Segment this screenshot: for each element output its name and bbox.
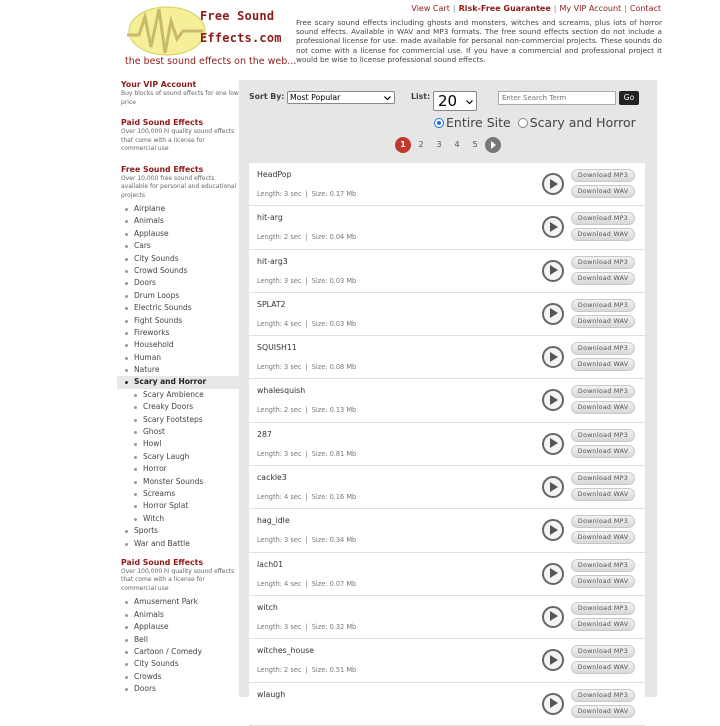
sort-by-select[interactable] [287, 91, 395, 104]
sidebar-item-horror-splat[interactable]: Horror Splat [117, 500, 239, 512]
sound-title[interactable]: hag_idle [257, 516, 290, 526]
sound-title[interactable]: witch [257, 602, 278, 612]
download-mp3-button[interactable]: Download MP3 [571, 169, 635, 182]
download-wav-button[interactable]: Download WAV [571, 185, 635, 198]
download-wav-button[interactable]: Download WAV [571, 531, 635, 544]
sidebar-item-witch[interactable]: Witch [117, 513, 239, 525]
sound-meta: Length: 3 sec | Size: 0.03 Mb [257, 276, 357, 285]
download-mp3-button[interactable]: Download MP3 [571, 429, 635, 442]
list-count-select[interactable] [433, 91, 477, 111]
logo-text-line2: Effects.com [200, 31, 282, 45]
sound-title[interactable]: 287 [257, 429, 272, 439]
result-row [249, 336, 645, 379]
play-icon[interactable] [542, 260, 564, 282]
go-button[interactable]: Go [619, 91, 639, 105]
sidebar-item-creaky-doors[interactable]: Creaky Doors [117, 401, 239, 413]
sound-title[interactable]: whalesquish [257, 386, 306, 396]
sound-meta: Length: 3 sec | Size: 0.81 Mb [257, 449, 357, 458]
play-icon[interactable] [542, 303, 564, 325]
vip-account-heading[interactable]: Your VIP Account [121, 80, 197, 89]
sidebar-item-nature[interactable]: Nature [117, 364, 239, 376]
logo-soundwave-icon [125, 3, 205, 61]
paid-sound-effects-text: Over 100,000 hi quality sound effects that come with a license for commercial use [121, 128, 235, 152]
sound-size: Size: 0.81 Mb [311, 449, 357, 458]
radio-unselected-icon [518, 118, 528, 128]
result-row [249, 466, 645, 509]
sidebar-item-scary-laugh[interactable]: Scary Laugh [117, 451, 239, 463]
download-mp3-button[interactable]: Download MP3 [571, 385, 635, 398]
download-mp3-button[interactable]: Download MP3 [571, 645, 635, 658]
sidebar-item-war-and-battle[interactable]: War and Battle [117, 538, 239, 550]
next-page-button[interactable] [485, 137, 501, 153]
sound-size: Size: 0.34 Mb [311, 536, 357, 545]
sidebar-item-screams[interactable]: Screams [117, 488, 239, 500]
paid-item-doors[interactable]: Doors [117, 683, 239, 695]
sound-title[interactable]: HeadPop [257, 170, 292, 179]
sidebar-item-scary-ambience[interactable]: Scary Ambience [117, 389, 239, 401]
play-icon[interactable] [542, 216, 564, 238]
sidebar-item-howl[interactable]: Howl [117, 438, 239, 450]
sound-title[interactable]: hit-arg3 [257, 256, 288, 266]
download-mp3-button[interactable]: Download MP3 [571, 472, 635, 485]
sidebar-item-city-sounds[interactable]: City Sounds [117, 253, 239, 265]
sound-length: Length: 3 sec [257, 536, 302, 545]
result-row [249, 293, 645, 336]
sound-size: Size: 0.13 Mb [311, 406, 357, 415]
sidebar-item-airplane[interactable]: Airplane [117, 203, 239, 215]
paid-sound-effects-heading-2[interactable]: Paid Sound Effects [121, 557, 204, 567]
sound-meta: Length: 2 sec | Size: 0.13 Mb [257, 406, 357, 415]
play-icon[interactable] [542, 476, 564, 498]
download-mp3-button[interactable]: Download MP3 [571, 515, 635, 528]
sound-length: Length: 3 sec [257, 363, 302, 372]
download-mp3-button[interactable]: Download MP3 [571, 342, 635, 355]
free-sound-effects-text: Over 10,000 free sound effects available for personal and educational projects [121, 174, 237, 199]
search-scope [434, 115, 636, 130]
result-row [249, 206, 645, 249]
result-row [249, 163, 645, 206]
page-4-button[interactable]: 4 [454, 140, 460, 149]
sound-size: Size: 0.51 Mb [311, 666, 357, 675]
sound-length: Length: 4 sec [257, 493, 302, 502]
download-wav-button[interactable]: Download WAV [571, 445, 635, 458]
contact-link[interactable]: Contact [629, 4, 661, 13]
download-mp3-button[interactable]: Download MP3 [571, 299, 635, 312]
sidebar-item-fight-sounds[interactable]: Fight Sounds [117, 315, 239, 327]
paid-item-amusement-park[interactable]: Amusement Park [117, 596, 239, 608]
play-icon[interactable] [542, 606, 564, 628]
sound-size: Size: 0.16 Mb [311, 493, 357, 502]
tagline: the best sound effects on the web... [125, 56, 297, 67]
sound-meta: Length: 4 sec | Size: 0.07 Mb [257, 579, 357, 588]
risk-free-guarantee-link[interactable]: Risk-Free Guarantee [458, 4, 551, 13]
paid-item-animals[interactable]: Animals [117, 609, 239, 621]
sidebar-item-household[interactable]: Household [117, 339, 239, 351]
download-wav-button[interactable]: Download WAV [571, 272, 635, 285]
sound-size: Size: 0.04 Mb [311, 233, 357, 242]
sound-length: Length: 3 sec [257, 276, 302, 285]
paid-category-list [117, 596, 239, 695]
play-icon[interactable] [542, 519, 564, 541]
free-sound-effects-heading[interactable]: Free Sound Effects [121, 164, 204, 174]
result-row [249, 639, 645, 682]
logo-text-line1: Free Sound [200, 9, 275, 23]
sidebar-item-crowd-sounds[interactable]: Crowd Sounds [117, 265, 239, 277]
sound-length: Length: 3 sec [257, 190, 302, 198]
sound-title[interactable]: lach01 [257, 559, 284, 569]
play-icon[interactable] [542, 346, 564, 368]
sound-length: Length: 2 sec [257, 233, 302, 242]
sound-title[interactable]: witches_house [257, 646, 315, 656]
sound-title[interactable]: SQUISH11 [257, 343, 297, 353]
download-wav-button[interactable]: Download WAV [571, 228, 635, 241]
paid-sound-effects-text-2: Over 100,000 hi quality sound effects that come with a license for commercial use [121, 567, 235, 592]
sound-length: Length: 2 sec [257, 666, 302, 675]
sidebar-item-human[interactable]: Human [117, 352, 239, 364]
chevron-down-icon [384, 95, 391, 101]
sidebar-item-ghost[interactable]: Ghost [117, 426, 239, 438]
search-input[interactable]: Enter Search Term [498, 91, 616, 105]
sound-meta: Length: 3 sec | Size: 0.17 Mb [257, 190, 357, 198]
download-wav-button[interactable]: Download WAV [571, 661, 635, 674]
download-wav-button[interactable]: Download WAV [571, 358, 635, 371]
sort-by-value: Most Popular [290, 93, 341, 102]
sound-length: Length: 4 sec [257, 579, 302, 588]
my-vip-account-link[interactable]: My VIP Account [559, 4, 622, 13]
download-mp3-button[interactable]: Download MP3 [571, 212, 635, 225]
sound-meta: Length: 3 sec | Size: 0.34 Mb [257, 536, 357, 545]
sidebar-item-monster-sounds[interactable]: Monster Sounds [117, 476, 239, 488]
download-wav-button[interactable]: Download WAV [571, 401, 635, 414]
sound-length: Length: 3 sec [257, 449, 302, 458]
sound-size: Size: 0.03 Mb [311, 319, 357, 328]
sidebar-item-applause[interactable]: Applause [117, 228, 239, 240]
scope-option-label: Scary and Horror [529, 115, 636, 130]
top-links: View Cart | Risk-Free Guarantee | My VIP Account | Contact [411, 4, 661, 13]
results-list [249, 163, 645, 726]
sidebar-item-scary-and-horror[interactable]: Scary and Horror [117, 376, 239, 388]
download-wav-button[interactable]: Download WAV [571, 488, 635, 501]
sound-size: Size: 0.03 Mb [311, 276, 357, 285]
result-row [249, 250, 645, 293]
sound-meta: Length: 3 sec | Size: 0.08 Mb [257, 363, 357, 372]
sound-length: Length: 2 sec [257, 406, 302, 415]
sound-meta: Length: 3 sec | Size: 0.32 Mb [257, 622, 357, 631]
result-row [249, 509, 645, 552]
paid-item-applause[interactable]: Applause [117, 621, 239, 633]
download-wav-button[interactable]: Download WAV [571, 705, 635, 718]
sort-by-label: Sort By: [249, 92, 285, 101]
sound-meta: Length: 2 sec | Size: 0.04 Mb [257, 233, 357, 242]
scope-option-entire-site[interactable] [434, 115, 511, 130]
sound-title[interactable]: wlaugh [257, 689, 286, 699]
list-count-label: List: [411, 92, 431, 101]
sound-meta: Length: 2 sec | Size: 0.51 Mb [257, 666, 357, 675]
page-5-button[interactable]: 5 [472, 140, 478, 149]
result-row [249, 379, 645, 422]
chevron-down-icon [466, 99, 473, 105]
result-row [249, 423, 645, 466]
view-cart-link[interactable]: View Cart [411, 4, 450, 13]
paid-item-city-sounds[interactable]: City Sounds [117, 658, 239, 670]
sound-size: Size: 0.17 Mb [311, 190, 357, 198]
play-icon[interactable] [542, 693, 564, 715]
next-arrow-icon [485, 137, 501, 153]
result-row [249, 596, 645, 639]
vip-account-text: Buy blocks of sound effects for one low price [121, 90, 239, 106]
result-row [249, 553, 645, 596]
play-icon[interactable] [542, 649, 564, 671]
sidebar-item-horror[interactable]: Horror [117, 463, 239, 475]
sidebar-item-animals[interactable]: Animals [117, 215, 239, 227]
sidebar-item-sports[interactable]: Sports [117, 525, 239, 537]
sound-size: Size: 0.08 Mb [311, 363, 357, 372]
scope-option-label: Entire Site [446, 115, 511, 130]
sidebar-item-doors[interactable]: Doors [117, 277, 239, 289]
page-2-button[interactable]: 2 [418, 140, 424, 149]
sound-length: Length: 3 sec [257, 622, 302, 631]
play-icon[interactable] [542, 389, 564, 411]
sound-meta: Length: 4 sec | Size: 0.03 Mb [257, 319, 357, 328]
download-wav-button[interactable]: Download WAV [571, 575, 635, 588]
sound-size: Size: 0.07 Mb [311, 579, 357, 588]
play-icon[interactable] [542, 173, 564, 195]
play-icon[interactable] [542, 433, 564, 455]
scope-option-category[interactable] [515, 115, 636, 130]
sidebar-item-cars[interactable]: Cars [117, 240, 239, 252]
result-row [249, 683, 645, 726]
page-1-button[interactable]: 1 [395, 137, 411, 153]
paid-item-cartoon-comedy[interactable]: Cartoon / Comedy [117, 646, 239, 658]
download-mp3-button[interactable]: Download MP3 [571, 559, 635, 572]
download-mp3-button[interactable]: Download MP3 [571, 256, 635, 269]
results-panel [239, 80, 657, 715]
sound-length: Length: 4 sec [257, 319, 302, 328]
sidebar-item-fireworks[interactable]: Fireworks [117, 327, 239, 339]
list-count-value: 20 [438, 92, 458, 110]
sound-meta: Length: 4 sec | Size: 0.16 Mb [257, 493, 357, 502]
paid-sound-effects-heading[interactable]: Paid Sound Effects [121, 118, 204, 127]
radio-selected-icon [434, 118, 444, 128]
paid-item-bell[interactable]: Bell [117, 634, 239, 646]
sidebar-item-electric-sounds[interactable]: Electric Sounds [117, 302, 239, 314]
download-mp3-button[interactable]: Download MP3 [571, 602, 635, 615]
sound-title[interactable]: hit-arg [257, 213, 283, 223]
intro-text: Free scary sound effects including ghosts and monsters, witches and screams, plus lots of horror sound effects. Available in WAV and MP3 formats. The free sound effects section do not include a professional license for use. made available for personal non-commercial projects. These sounds do not come with a license for commercial use. If you have a commercial and professional project it would be wise to license professional sound effects. [296, 18, 662, 64]
free-category-list [117, 203, 239, 550]
download-mp3-button[interactable]: Download MP3 [571, 689, 635, 702]
sidebar-item-drum-loops[interactable]: Drum Loops [117, 290, 239, 302]
play-icon[interactable] [542, 563, 564, 585]
sidebar [117, 80, 239, 696]
sound-title[interactable]: SPLAT2 [257, 299, 286, 309]
paid-item-crowds[interactable]: Crowds [117, 671, 239, 683]
download-wav-button[interactable]: Download WAV [571, 315, 635, 328]
sound-title[interactable]: cackle3 [257, 473, 287, 483]
sidebar-item-scary-footsteps[interactable]: Scary Footsteps [117, 414, 239, 426]
download-wav-button[interactable]: Download WAV [571, 618, 635, 631]
sound-size: Size: 0.32 Mb [311, 622, 357, 631]
page-3-button[interactable]: 3 [436, 140, 442, 149]
